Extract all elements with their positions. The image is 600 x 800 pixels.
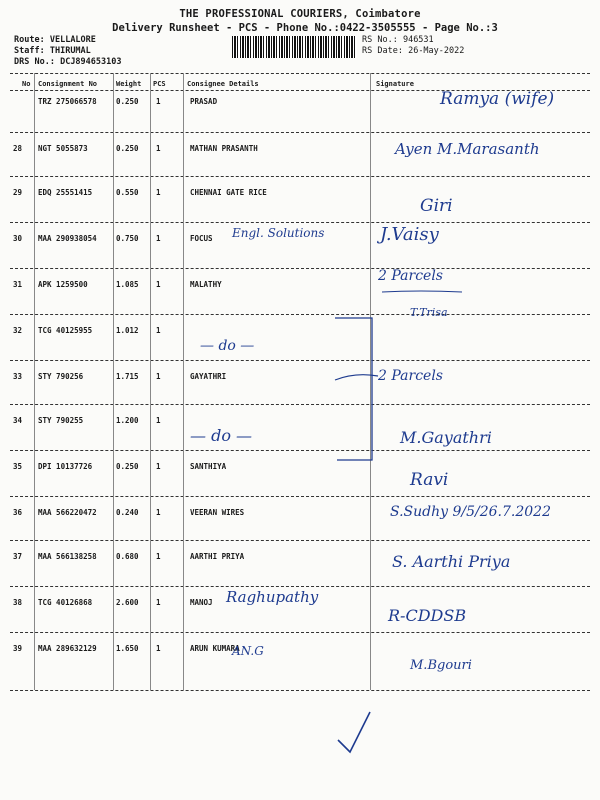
consignee-name: MALATHY: [190, 280, 222, 289]
drs-value: DCJ894653103: [60, 57, 122, 67]
pcs-value: 1: [156, 552, 161, 561]
weight-value: 1.650: [116, 644, 139, 653]
row-number: 34: [13, 416, 23, 425]
col-consignee: Consignee Details: [187, 80, 259, 88]
weight-value: 1.085: [116, 280, 139, 289]
row-number: 29: [13, 188, 23, 197]
row-number: 32: [13, 326, 23, 335]
handwritten-signature: 2 Parcels: [378, 268, 443, 284]
col-signature: Signature: [376, 80, 414, 88]
handwritten-note: — do —: [190, 426, 253, 445]
row-number: 36: [13, 508, 23, 517]
handwritten-signature: Ramya (wife): [440, 89, 555, 109]
page-number: 3: [491, 22, 498, 34]
pcs-value: 1: [156, 97, 161, 106]
consignment-number: EDQ 25551415: [38, 188, 93, 197]
pcs-value: 1: [156, 508, 161, 517]
pcs-value: 1: [156, 372, 161, 381]
col-pcs: PCS: [153, 80, 166, 88]
row-number: 37: [13, 552, 23, 561]
row-number: 30: [13, 234, 23, 243]
pcs-value: 1: [156, 598, 161, 607]
consignment-number: MAA 290938054: [38, 234, 97, 243]
consignment-number: TRZ 275066578: [38, 97, 97, 106]
row-number: 33: [13, 372, 23, 381]
consignee-name: CHENNAI GATE RICE: [190, 188, 267, 197]
pcs-value: 1: [156, 234, 161, 243]
pcs-value: 1: [156, 644, 161, 653]
runsheet-title: Delivery Runsheet: [112, 22, 220, 34]
bracket-mark: [335, 318, 372, 460]
runsheet-subtitle: Delivery Runsheet - PCS - Phone No.:0422-3505555 - Page No.:3: [112, 22, 498, 34]
handwritten-note: Raghupathy: [226, 588, 319, 606]
staff-label: Staff:: [14, 46, 45, 56]
consignment-number: DPI 10137726: [38, 462, 93, 471]
consignment-number: MAA 566138258: [38, 552, 97, 561]
drs-label: DRS No.:: [14, 57, 55, 67]
phone-label: Phone No.:: [276, 22, 340, 34]
weight-value: 2.600: [116, 598, 139, 607]
col-weight: Weight: [116, 80, 142, 88]
pcs-value: 1: [156, 280, 161, 289]
handwritten-signature: M.Gayathri: [400, 428, 492, 447]
sign-underline: [382, 291, 462, 292]
rs-no-label: RS No.:: [362, 35, 398, 45]
weight-value: 0.250: [116, 144, 139, 153]
weight-value: 0.680: [116, 552, 139, 561]
consignee-name: SANTHIYA: [190, 462, 227, 471]
consignee-name: AARTHI PRIYA: [190, 552, 245, 561]
pcs-value: 1: [156, 144, 161, 153]
weight-value: 0.750: [116, 234, 139, 243]
rs-date-label: RS Date:: [362, 46, 403, 56]
consignee-name: FOCUS: [190, 234, 213, 243]
handwritten-signature: S. Aarthi Priya: [392, 552, 511, 571]
pcs-value: 1: [156, 462, 161, 471]
pcs-value: 1: [156, 416, 161, 425]
consignee-name: GAYATHRI: [190, 372, 227, 381]
consignment-number: NGT 5055873: [38, 144, 88, 153]
handwritten-signature: Giri: [420, 196, 453, 216]
handwritten-signature: R-CDDSB: [388, 606, 467, 625]
weight-value: 0.250: [116, 462, 139, 471]
handwritten-signature: J.Vaisy: [380, 224, 439, 245]
staff-value: THIRUMAL: [49, 46, 91, 56]
weight-value: 1.200: [116, 416, 139, 425]
consignee-name: MATHAN PRASANTH: [190, 144, 258, 153]
consignment-number: TCG 40125955: [38, 326, 93, 335]
consignment-number: STY 790255: [38, 416, 84, 425]
handwritten-signature: M.Bgouri: [410, 658, 472, 673]
rs-date-value: 26-May-2022: [408, 46, 465, 56]
pcs-value: 1: [156, 326, 161, 335]
consignment-number: MAA 566220472: [38, 508, 97, 517]
weight-value: 0.240: [116, 508, 139, 517]
row-number: 35: [13, 462, 23, 471]
handwritten-note: AN.G: [232, 644, 264, 658]
row-number: 38: [13, 598, 23, 607]
check-mark: [338, 712, 370, 752]
row-number: 28: [13, 144, 23, 153]
row-number: 31: [13, 280, 23, 289]
handwritten-signature: Ravi: [410, 470, 449, 490]
consignee-name: PRASAD: [190, 97, 218, 106]
weight-value: 1.715: [116, 372, 139, 381]
consignment-number: STY 790256: [38, 372, 84, 381]
consignee-name: MANOJ: [190, 598, 213, 607]
consignment-number: TCG 40126868: [38, 598, 93, 607]
consignment-number: APK 1259500: [38, 280, 88, 289]
col-no: No: [22, 80, 31, 88]
rs-no-value: 946531: [402, 35, 434, 45]
runsheet-mode: PCS: [238, 22, 258, 34]
consignee-name: ARUN KUMARA: [190, 644, 240, 653]
page-label: Page No.:: [434, 22, 492, 34]
handwritten-signature: Ayen M.Marasanth: [395, 140, 540, 158]
route-label: Route:: [14, 35, 45, 45]
handwritten-note: Engl. Solutions: [232, 226, 325, 240]
row-number: 39: [13, 644, 23, 653]
handwritten-signature: S.Sudhy 9/5/26.7.2022: [390, 504, 551, 520]
consignment-number: MAA 289632129: [38, 644, 97, 653]
consignee-name: VEERAN WIRES: [190, 508, 245, 517]
handwritten-signature: 2 Parcels: [378, 368, 443, 384]
phone-number: 0422-3505555: [339, 22, 416, 34]
handwritten-signature: T.Trisa: [410, 306, 448, 319]
handwritten-note: — do —: [200, 338, 255, 354]
weight-value: 1.012: [116, 326, 139, 335]
company-title: THE PROFESSIONAL COURIERS, Coimbatore: [179, 8, 421, 20]
weight-value: 0.250: [116, 97, 139, 106]
route-value: VELLALORE: [49, 35, 96, 45]
col-consignment: Consignment No: [38, 80, 98, 88]
weight-value: 0.550: [116, 188, 139, 197]
pcs-value: 1: [156, 188, 161, 197]
